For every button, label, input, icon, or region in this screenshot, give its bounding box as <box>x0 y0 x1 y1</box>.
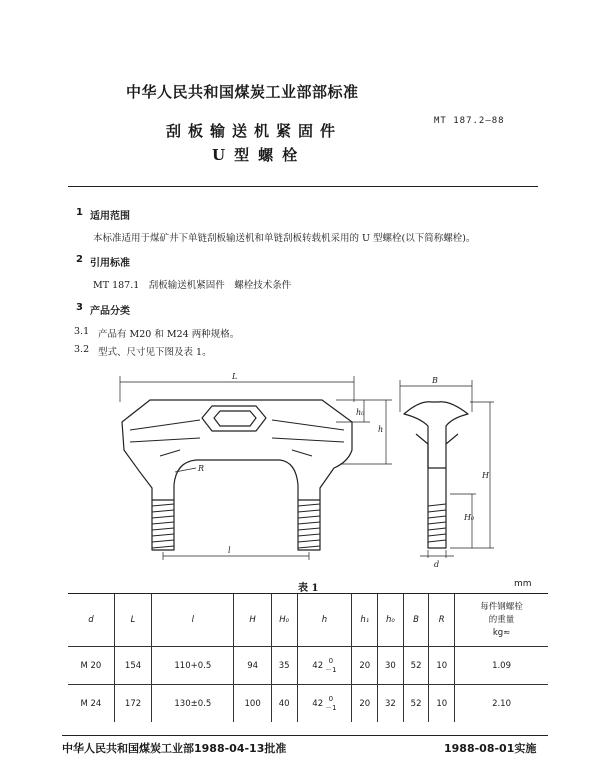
u-bolt-technical-drawing <box>0 360 600 575</box>
section-3-2-text: 型式、尺寸见下图及表 1。 <box>98 347 212 358</box>
header-divider <box>68 186 538 187</box>
section-1-title: 适用范围 <box>90 211 130 222</box>
col-header-h0: h₀ <box>378 594 404 647</box>
section-1-number: 1 <box>76 207 83 218</box>
section-3-1-text: 产品有 M20 和 M24 两种规格。 <box>98 329 240 340</box>
left-thread <box>152 504 174 548</box>
effective-date: 1988-08-01实施 <box>444 742 537 755</box>
col-header-H: H <box>234 594 271 647</box>
standard-code: MT 187.2—88 <box>434 116 505 126</box>
table-caption: 表 1 <box>298 583 319 594</box>
col-header-h1: h₁ <box>352 594 378 647</box>
right-thread <box>298 504 320 548</box>
table-header-row <box>68 594 548 647</box>
col-header-h: h <box>297 594 352 647</box>
dim-B: B <box>432 376 438 385</box>
side-view-wing <box>416 434 458 468</box>
section-2-number: 2 <box>76 254 83 265</box>
table-row: M 24 172 130±0.5 100 40 42 0 －1 20 32 52 10 2.10 <box>68 685 548 723</box>
dim-h: h <box>378 425 384 434</box>
section-2-title: 引用标准 <box>90 258 130 269</box>
table-row: M 20 154 110+0.5 94 35 42 0 －1 20 30 52 10 1.09 <box>68 647 548 685</box>
document-title-line2: U型螺栓 <box>212 146 307 164</box>
dim-R: R <box>198 464 205 473</box>
col-header-B: B <box>403 594 429 647</box>
right-leg <box>298 500 320 550</box>
dim-H0: H₀ <box>464 513 475 522</box>
left-leg <box>152 500 174 550</box>
footer-divider <box>62 735 548 736</box>
section-3-title: 产品分类 <box>90 306 130 317</box>
col-header-L: L <box>114 594 151 647</box>
section-3-2-number: 3.2 <box>74 344 90 355</box>
dim-h0: h₀ <box>356 408 365 417</box>
section-1-text: 本标准适用于煤矿井下单链刮板输送机和单链刮板转载机采用的 U 型螺栓(以下简称螺栓)。 <box>93 233 476 244</box>
u-bolt-front-outline <box>122 400 352 500</box>
ministry-standard-title: 中华人民共和国煤炭工业部部标准 <box>126 83 359 101</box>
centre-slot <box>202 406 266 431</box>
approval-note: 中华人民共和国煤炭工业部1988-04-13批准 <box>62 742 287 755</box>
document-title-line1: 刮板输送机紧固件 <box>166 122 343 140</box>
dim-d: d <box>434 560 440 569</box>
spec-table <box>68 594 548 722</box>
col-header-H0: H₀ <box>271 594 297 647</box>
section-3-number: 3 <box>76 302 83 313</box>
table-unit: mm <box>514 579 532 589</box>
dim-H: H <box>482 471 489 480</box>
dim-L: L <box>232 372 238 381</box>
col-header-l: l <box>152 594 234 647</box>
dim-l: l <box>228 546 231 555</box>
side-view-head <box>404 402 468 468</box>
col-header-weight: 每件钢螺栓 的重量 kg≈ <box>455 594 548 647</box>
section-2-text: MT 187.1 刮板输送机紧固件 螺栓技术条件 <box>93 280 292 291</box>
col-header-d: d <box>88 615 94 625</box>
col-header-R: R <box>429 594 455 647</box>
section-3-1-number: 3.1 <box>74 326 90 337</box>
